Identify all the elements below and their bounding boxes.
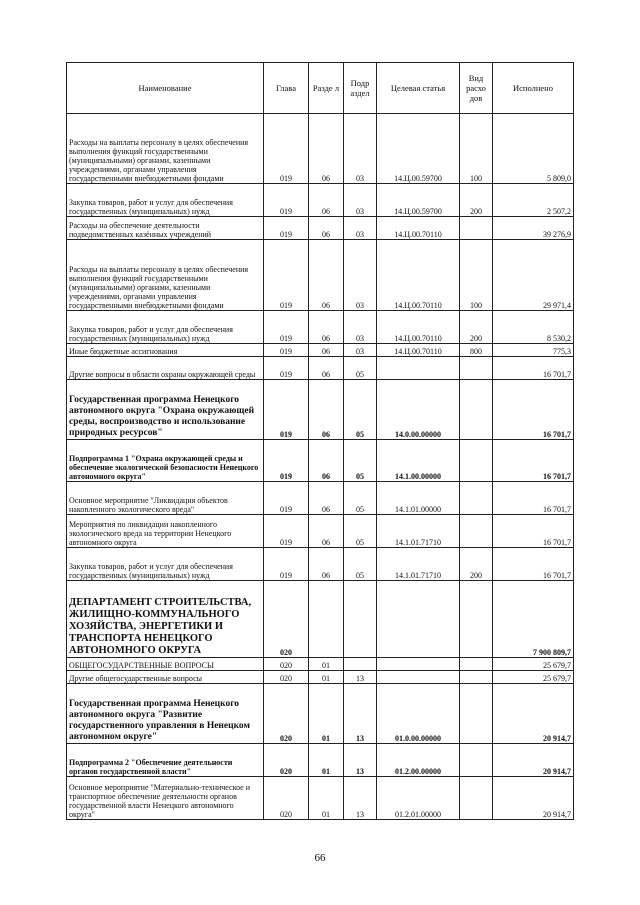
cell-target [377,581,460,658]
table-row [67,311,574,344]
table-row [67,777,574,820]
cell-target: 14.1.00.00000 [377,440,460,482]
budget-page [66,62,573,820]
cell-name: Расходы на выплаты персоналу в целях обеспечения выполнения функций государственными (муниципальными) органами, казенными учреждениями, органами управления государственными внебюджетными фондами [67,240,264,311]
cell-subsection: 05 [344,357,377,380]
cell-type [460,515,493,548]
cell-target: 14.1.01.71710 [377,548,460,581]
cell-target: 01.2.00.00000 [377,744,460,777]
table-row [67,671,574,684]
cell-subsection: 13 [344,671,377,684]
cell-name: Другие общегосударственные вопросы [67,671,264,684]
cell-subsection [344,658,377,671]
cell-executed: 29 971,4 [493,240,574,311]
cell-executed: 16 701,7 [493,380,574,440]
cell-section: 06 [309,240,344,311]
cell-subsection: 13 [344,744,377,777]
cell-type [460,671,493,684]
cell-type [460,581,493,658]
cell-name: Расходы на выплаты персоналу в целях обеспечения выполнения функций государственными (муниципальными) органами, казенными учреждениями, органами управления государственными внебюджетными фондами [67,114,264,184]
cell-executed: 39 276,9 [493,217,574,240]
cell-type [460,217,493,240]
header-target: Целевая статья [377,63,460,114]
cell-executed: 20 914,7 [493,684,574,744]
cell-chapter: 019 [264,548,309,581]
cell-chapter: 019 [264,440,309,482]
cell-name: ОБЩЕГОСУДАРСТВЕННЫЕ ВОПРОСЫ [67,658,264,671]
cell-target: 14.1.01.00000 [377,482,460,515]
budget-table [66,62,574,820]
cell-section: 06 [309,344,344,357]
cell-chapter: 020 [264,777,309,820]
cell-target [377,658,460,671]
cell-name: Расходы на обеспечение деятельности подведомственных казённых учреждений [67,217,264,240]
cell-subsection: 05 [344,548,377,581]
table-row [67,357,574,380]
table-row [67,684,574,744]
cell-section: 01 [309,658,344,671]
cell-subsection: 03 [344,344,377,357]
cell-target: 14.0.00.00000 [377,380,460,440]
cell-subsection: 03 [344,311,377,344]
cell-type [460,357,493,380]
cell-section: 06 [309,357,344,380]
cell-name: Подпрограмма 2 "Обеспечение деятельности органов государственной власти" [67,744,264,777]
header-subsection: Подр аздел [344,63,377,114]
cell-chapter: 020 [264,581,309,658]
cell-section: 06 [309,184,344,217]
cell-name: Закупка товаров, работ и услуг для обеспечения государственных (муниципальных) нужд [67,184,264,217]
table-row [67,184,574,217]
table-row [67,515,574,548]
cell-chapter: 019 [264,240,309,311]
cell-type [460,658,493,671]
cell-target: 14.Ц.00.70110 [377,311,460,344]
cell-name: Иные бюджетные ассигнования [67,344,264,357]
cell-name: Подпрограмма 1 "Охрана окружающей среды и обеспечение экологической безопасности Ненецкого автономного округа" [67,440,264,482]
cell-executed: 775,3 [493,344,574,357]
table-row [67,114,574,184]
table-header-row [67,63,574,114]
cell-target: 14.Ц.00.70110 [377,240,460,311]
cell-section: 01 [309,744,344,777]
cell-type [460,482,493,515]
cell-section: 06 [309,515,344,548]
cell-type: 100 [460,240,493,311]
cell-type: 200 [460,548,493,581]
cell-subsection: 03 [344,114,377,184]
cell-chapter: 020 [264,744,309,777]
cell-chapter: 020 [264,684,309,744]
cell-section: 06 [309,440,344,482]
cell-section: 01 [309,777,344,820]
cell-name: Основное мероприятие "Материально-техническое и транспортное обеспечение деятельности органов государственной власти Ненецкого автономного округа" [67,777,264,820]
cell-target: 14.Ц.00.70110 [377,217,460,240]
cell-chapter: 019 [264,357,309,380]
table-row [67,240,574,311]
cell-executed: 20 914,7 [493,777,574,820]
cell-executed: 16 701,7 [493,440,574,482]
cell-type: 100 [460,114,493,184]
table-row [67,658,574,671]
cell-subsection: 03 [344,184,377,217]
cell-chapter: 019 [264,482,309,515]
table-row [67,548,574,581]
cell-section: 06 [309,217,344,240]
cell-target [377,671,460,684]
cell-section: 01 [309,671,344,684]
cell-executed: 16 701,7 [493,548,574,581]
table-row [67,744,574,777]
cell-name: Государственная программа Ненецкого автономного округа "Развитие государственного управления в Ненецком автономном округе" [67,684,264,744]
table-row [67,581,574,658]
cell-name: ДЕПАРТАМЕНТ СТРОИТЕЛЬСТВА, ЖИЛИЩНО-КОММУНАЛЬНОГО ХОЗЯЙСТВА, ЭНЕРГЕТИКИ И ТРАНСПОРТА НЕНЕЦКОГО АВТОНОМНОГО ОКРУГА [67,581,264,658]
cell-subsection: 05 [344,482,377,515]
cell-type [460,380,493,440]
cell-executed: 16 701,7 [493,482,574,515]
cell-name: Основное мероприятие "Ликвидация объектов накопленного экологического вреда" [67,482,264,515]
cell-chapter: 020 [264,671,309,684]
cell-subsection [344,581,377,658]
cell-target: 14.1.01.71710 [377,515,460,548]
page-number: 66 [314,852,326,864]
cell-executed: 16 701,7 [493,357,574,380]
cell-name: Государственная программа Ненецкого автономного округа "Охрана окружающей среды, воспроизводство и использование природных ресурсов" [67,380,264,440]
table-row [67,440,574,482]
table-row [67,482,574,515]
header-expense-type: Вид расхо дов [460,63,493,114]
cell-section: 06 [309,482,344,515]
cell-target: 01.0.00.00000 [377,684,460,744]
cell-executed: 25 679,7 [493,671,574,684]
header-section: Разде л [309,63,344,114]
cell-type [460,440,493,482]
cell-subsection: 03 [344,240,377,311]
table-body [67,114,574,820]
cell-target: 01.2.01.00000 [377,777,460,820]
cell-executed: 16 701,7 [493,515,574,548]
cell-type: 200 [460,184,493,217]
cell-executed: 25 679,7 [493,658,574,671]
cell-section: 06 [309,548,344,581]
cell-section: 06 [309,380,344,440]
cell-type: 200 [460,311,493,344]
header-executed: Исполнено [493,63,574,114]
cell-executed: 2 507,2 [493,184,574,217]
cell-type: 800 [460,344,493,357]
cell-type [460,744,493,777]
cell-chapter: 020 [264,658,309,671]
cell-name: Закупка товаров, работ и услуг для обеспечения государственных (муниципальных) нужд [67,311,264,344]
cell-chapter: 019 [264,344,309,357]
table-row [67,344,574,357]
cell-chapter: 019 [264,380,309,440]
cell-type [460,777,493,820]
cell-target: 14.Ц.00.59700 [377,184,460,217]
cell-subsection: 13 [344,777,377,820]
cell-chapter: 019 [264,217,309,240]
cell-section: 06 [309,311,344,344]
cell-type [460,684,493,744]
cell-target: 14.Ц.00.59700 [377,114,460,184]
cell-executed: 5 809,0 [493,114,574,184]
table-row [67,217,574,240]
cell-subsection: 05 [344,515,377,548]
cell-name: Другие вопросы в области охраны окружающей среды [67,357,264,380]
cell-name: Закупка товаров, работ и услуг для обеспечения государственных (муниципальных) нужд [67,548,264,581]
cell-subsection: 13 [344,684,377,744]
cell-executed: 20 914,7 [493,744,574,777]
cell-subsection: 03 [344,217,377,240]
cell-chapter: 019 [264,114,309,184]
cell-chapter: 019 [264,515,309,548]
cell-subsection: 05 [344,380,377,440]
cell-executed: 8 530,2 [493,311,574,344]
cell-target: 14.Ц.00.70110 [377,344,460,357]
cell-chapter: 019 [264,184,309,217]
cell-executed: 7 900 809,7 [493,581,574,658]
cell-section: 06 [309,114,344,184]
cell-name: Мероприятия по ликвидации накопленного экологического вреда на территории Ненецкого автономного округа [67,515,264,548]
header-chapter: Глава [264,63,309,114]
cell-section: 01 [309,684,344,744]
cell-section [309,581,344,658]
header-name: Наименование [67,63,264,114]
cell-chapter: 019 [264,311,309,344]
cell-target [377,357,460,380]
cell-subsection: 05 [344,440,377,482]
table-row [67,380,574,440]
